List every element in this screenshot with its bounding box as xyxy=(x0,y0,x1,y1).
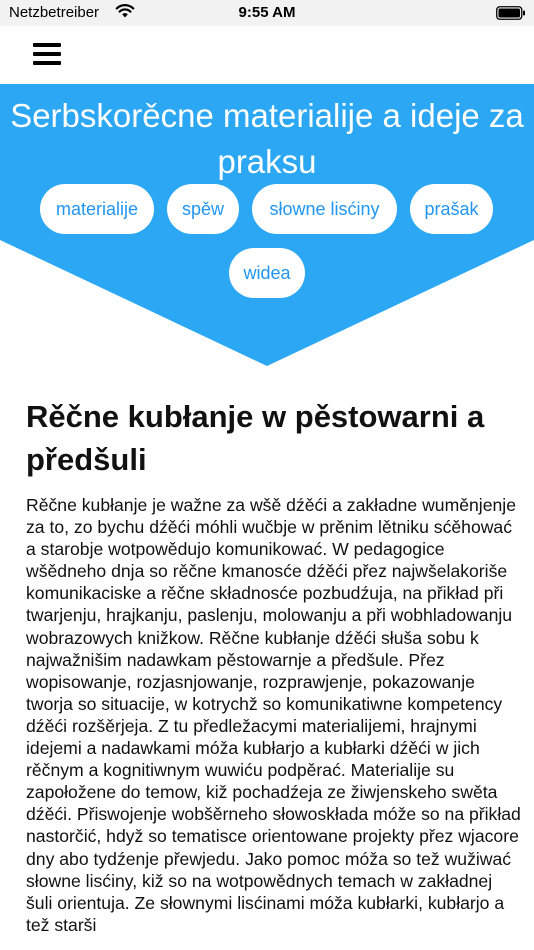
nav-bar xyxy=(0,26,534,84)
nav-pill-materialije[interactable]: materialije xyxy=(40,184,154,234)
status-bar xyxy=(0,0,534,26)
nav-pill-widea[interactable]: widea xyxy=(229,248,305,298)
nav-pill-prasak[interactable]: prašak xyxy=(410,184,493,234)
battery-icon xyxy=(496,6,526,20)
nav-pill-spew[interactable]: spěw xyxy=(167,184,239,234)
hero-title: Serbskorěcne materialije a ideje za praksu xyxy=(10,97,524,180)
article-body: Rěčne kubłanje je wažne za wšě dźěći a zakładne wuměnjenje za to, zo bychu dźěći móhli wučbje w prěnim lětniku sćěhować a starobje wotpowědujo komunikować. W pedagogice wšědneho dnja so rěčne kmanosće dźěći přez najwšelakoriše komunikaciske a rěčne składnosće pozbudźuja, na přikład při twarjenju, hrajkanju, paslenju, molowanju a při wobhladowanju wobrazowych knižkow. Rěčne kubłanje dźěći słuša sobu k najwažnišim nadawkam pěstowarnje a předšule. Přez wopisowanje, rozjasnjowanje, rozprawjenje, pokazowanje tworja so situacije, w kotrychž so komunikatiwne kompetency dźěći rozšěrjeja. Z tu předležacymi materialijemi, hrajnymi idejemi a nadawkami móža kubłarjo a kubłarki dźěći w jich rěčnym a kognitiwnym wuwiću podpěrać. Materialije su zapołožene do temow, kiž pochadźeja ze žiwjenskeho swěta dźěći. Přiswojenje wobšěrneho słowoskłada móže so na přikład nastorčić, hdyž so tematisce orientowane projekty přez wjacore dny abo tydźenje přewjedu. Jako pomoc móža so tež wužiwać słowne lisćiny, kiž so na wotpowědnych temach w zakładnej šuli orientuja. Ze słownymi lisćinami móža kubłarki, kubłarjo a tež starši xyxy=(26,495,521,935)
hamburger-menu-icon[interactable] xyxy=(33,43,61,65)
nav-pill-slowne-liscinny[interactable]: słowne lisćiny xyxy=(252,184,397,234)
article-title: Rěčne kubłanje w pěstowarni a předšuli xyxy=(26,399,485,477)
carrier-name: Netzbetreiber xyxy=(9,4,100,21)
clock: 9:55 AM xyxy=(238,4,296,21)
